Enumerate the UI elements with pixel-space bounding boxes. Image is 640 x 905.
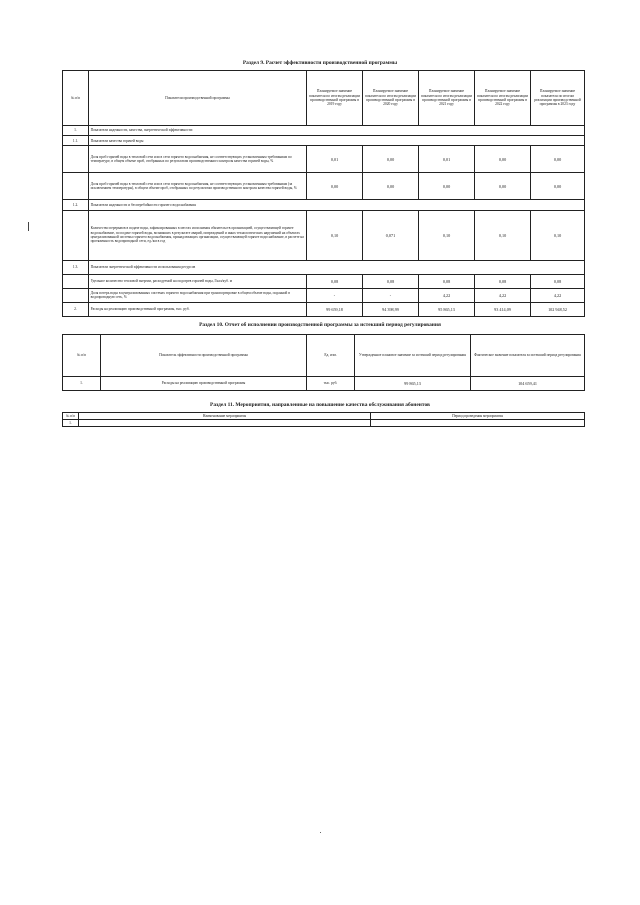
group-label: Показатели надежности и бесперебойности горячего водоснабжения: [89, 200, 585, 210]
value-2020: 94 398,99: [363, 302, 419, 316]
table-row: [63, 377, 585, 391]
table-row: [63, 210, 585, 260]
unit-value: тыс. руб.: [307, 377, 355, 391]
table-row: [63, 274, 585, 288]
row-num: 1.: [63, 420, 79, 427]
col-unit-header: Ед. изм.: [307, 335, 355, 377]
indicator-label: Доля потерь воды в централизованных системах горячего водоснабжения при транспортировке в общем объеме воды, поданной в водопроводную сеть, %: [89, 288, 307, 302]
value-2019: -: [307, 288, 363, 302]
value-2021: 0,01: [419, 146, 475, 173]
col-plan-header: Утвержденное плановое значение за истекший период регулирования: [355, 335, 471, 377]
row-num: [63, 210, 89, 260]
plan-value: 99 865,13: [355, 377, 471, 391]
row-num: 1.: [63, 126, 89, 136]
measures-table: [62, 412, 585, 427]
col-num-header: № п/п: [63, 71, 89, 126]
scan-mark: [28, 222, 29, 231]
value-2023: 0,00: [531, 173, 585, 200]
row-num: 1.1.: [63, 136, 89, 146]
value-2022: 0,00: [475, 173, 531, 200]
report-table: [62, 334, 585, 391]
value-2022: 4,22: [475, 288, 531, 302]
value-2021: 95 865,13: [419, 302, 475, 316]
value-2019: 0,01: [307, 146, 363, 173]
col-indicator-header: Показатели производственной программы: [89, 71, 307, 126]
col-fact-header: Фактическое значение показателя за истекший период регулирования: [471, 335, 585, 377]
col-num-header: № п/п: [63, 335, 101, 377]
fact-value: 104 659,41: [471, 377, 585, 391]
row-num: [63, 288, 89, 302]
value-2019: 0,10: [307, 210, 363, 260]
value-2021: 0,00: [419, 173, 475, 200]
measure-period: [371, 420, 585, 427]
group-label: Показатели качества горячей воды: [89, 136, 585, 146]
value-2022: 0,08: [475, 274, 531, 288]
row-num: 2.: [63, 302, 89, 316]
value-2020: 0,00: [363, 173, 419, 200]
table-row: [63, 173, 585, 200]
group-label: Показатели надежности, качества, энергетической эффективности:: [89, 126, 585, 136]
col-2022-header: Планируемое значение показателя по итогам реализации производственной программы в 2022 году: [475, 71, 531, 126]
value-2023: 0,00: [531, 146, 585, 173]
section9-title: Раздел 9. Расчет эффективности производственной программы: [242, 60, 398, 66]
indicator-label: Количество перерывов в подаче воды, зафиксированных в местах исполнения обязательств организацией, осуществляющей горячее водоснабжение, по подаче горячей воды, возникших в результате аварий, повреждений и иных технологических нарушений на объектах централизованной системы горячего водоснабжения, принадлежащих организации, осуществляющей горячее водоснабжение, в расчете на протяженность водопроводной сети, ед./км в год: [89, 210, 307, 260]
col-2023-header: Планируемое значение показателя по итогам реализации производственной программы в 2023 году: [531, 71, 585, 126]
row-num: [63, 274, 89, 288]
value-2019: 99 659,18: [307, 302, 363, 316]
table-row: [63, 420, 585, 427]
col-2021-header: Планируемое значение показателя по итогам реализации производственной программы в 2021 году: [419, 71, 475, 126]
col-num-header: № п/п: [63, 413, 79, 420]
row-num: 1.3.: [63, 260, 89, 274]
indicator-label: Удельное количество тепловой энергии, расходуемой на подогрев горячей воды, Гкал/куб. м: [89, 274, 307, 288]
table-row: [63, 200, 585, 210]
row-num: 1.: [63, 377, 101, 391]
table-row: [63, 146, 585, 173]
row-num: 1.2.: [63, 200, 89, 210]
group-label: Показатели энергетической эффективности использования ресурсов: [89, 260, 585, 274]
col-indicator-header: Показатель эффективности производственной программы: [101, 335, 307, 377]
col-period-header: Период проведения мероприятия: [371, 413, 585, 420]
indicator-label: Доля проб горячей воды в тепловой сети или в сети горячего водоснабжения, не соответствующих установленным требованиям (за исключением температуры), в общем объеме проб, отобранных по результатам производственного контроля качества горячей воды, %: [89, 173, 307, 200]
value-2020: 0,08: [363, 274, 419, 288]
value-2022: 93 414,09: [475, 302, 531, 316]
col-measure-header: Наименование мероприятия: [79, 413, 371, 420]
value-2023: 0,10: [531, 210, 585, 260]
value-2020: -: [363, 288, 419, 302]
value-2020: 0,00: [363, 146, 419, 173]
measure-name: [79, 420, 371, 427]
value-2023: 4,22: [531, 288, 585, 302]
table-row: [63, 126, 585, 136]
section11-title: Раздел 11. Мероприятия, направленные на повышение качества обслуживания абонентов: [210, 402, 430, 408]
indicator-label: Расходы на реализацию производственной программы: [101, 377, 307, 391]
header-row: [63, 335, 585, 377]
row-num: [63, 146, 89, 173]
value-2022: 0,00: [475, 146, 531, 173]
col-2020-header: Планируемое значение показателя по итогам реализации производственной программы в 2020 году: [363, 71, 419, 126]
table-row: [63, 260, 585, 274]
col-2019-header: Планируемое значение показателя по итогам реализации производственной программы в 2019 году: [307, 71, 363, 126]
value-2023: 0,08: [531, 274, 585, 288]
indicator-label: Расходы на реализацию производственной программы, тыс. руб.: [89, 302, 307, 316]
value-2019: 0,00: [307, 173, 363, 200]
value-2019: 0,08: [307, 274, 363, 288]
value-2021: 4,22: [419, 288, 475, 302]
value-2020: 0,071: [363, 210, 419, 260]
table-row: [63, 136, 585, 146]
efficiency-table: [62, 70, 585, 317]
scan-dot: [320, 832, 321, 833]
header-row: [63, 413, 585, 420]
row-num: [63, 173, 89, 200]
indicator-label: Доля проб горячей воды в тепловой сети или в сети горячего водоснабжения, не соответствующих установленным требованиям по температуре, в общем объеме проб, отобранных по результатам производственного контроля качества горячей воды, %: [89, 146, 307, 173]
table-row: [63, 302, 585, 316]
section10-title: Раздел 10. Отчет об исполнении производственной программы за истекший период регулирования: [199, 322, 441, 328]
value-2021: 0,10: [419, 210, 475, 260]
header-row: [63, 71, 585, 126]
value-2022: 0,10: [475, 210, 531, 260]
value-2023: 102 948,52: [531, 302, 585, 316]
table-row: [63, 288, 585, 302]
value-2021: 0,08: [419, 274, 475, 288]
